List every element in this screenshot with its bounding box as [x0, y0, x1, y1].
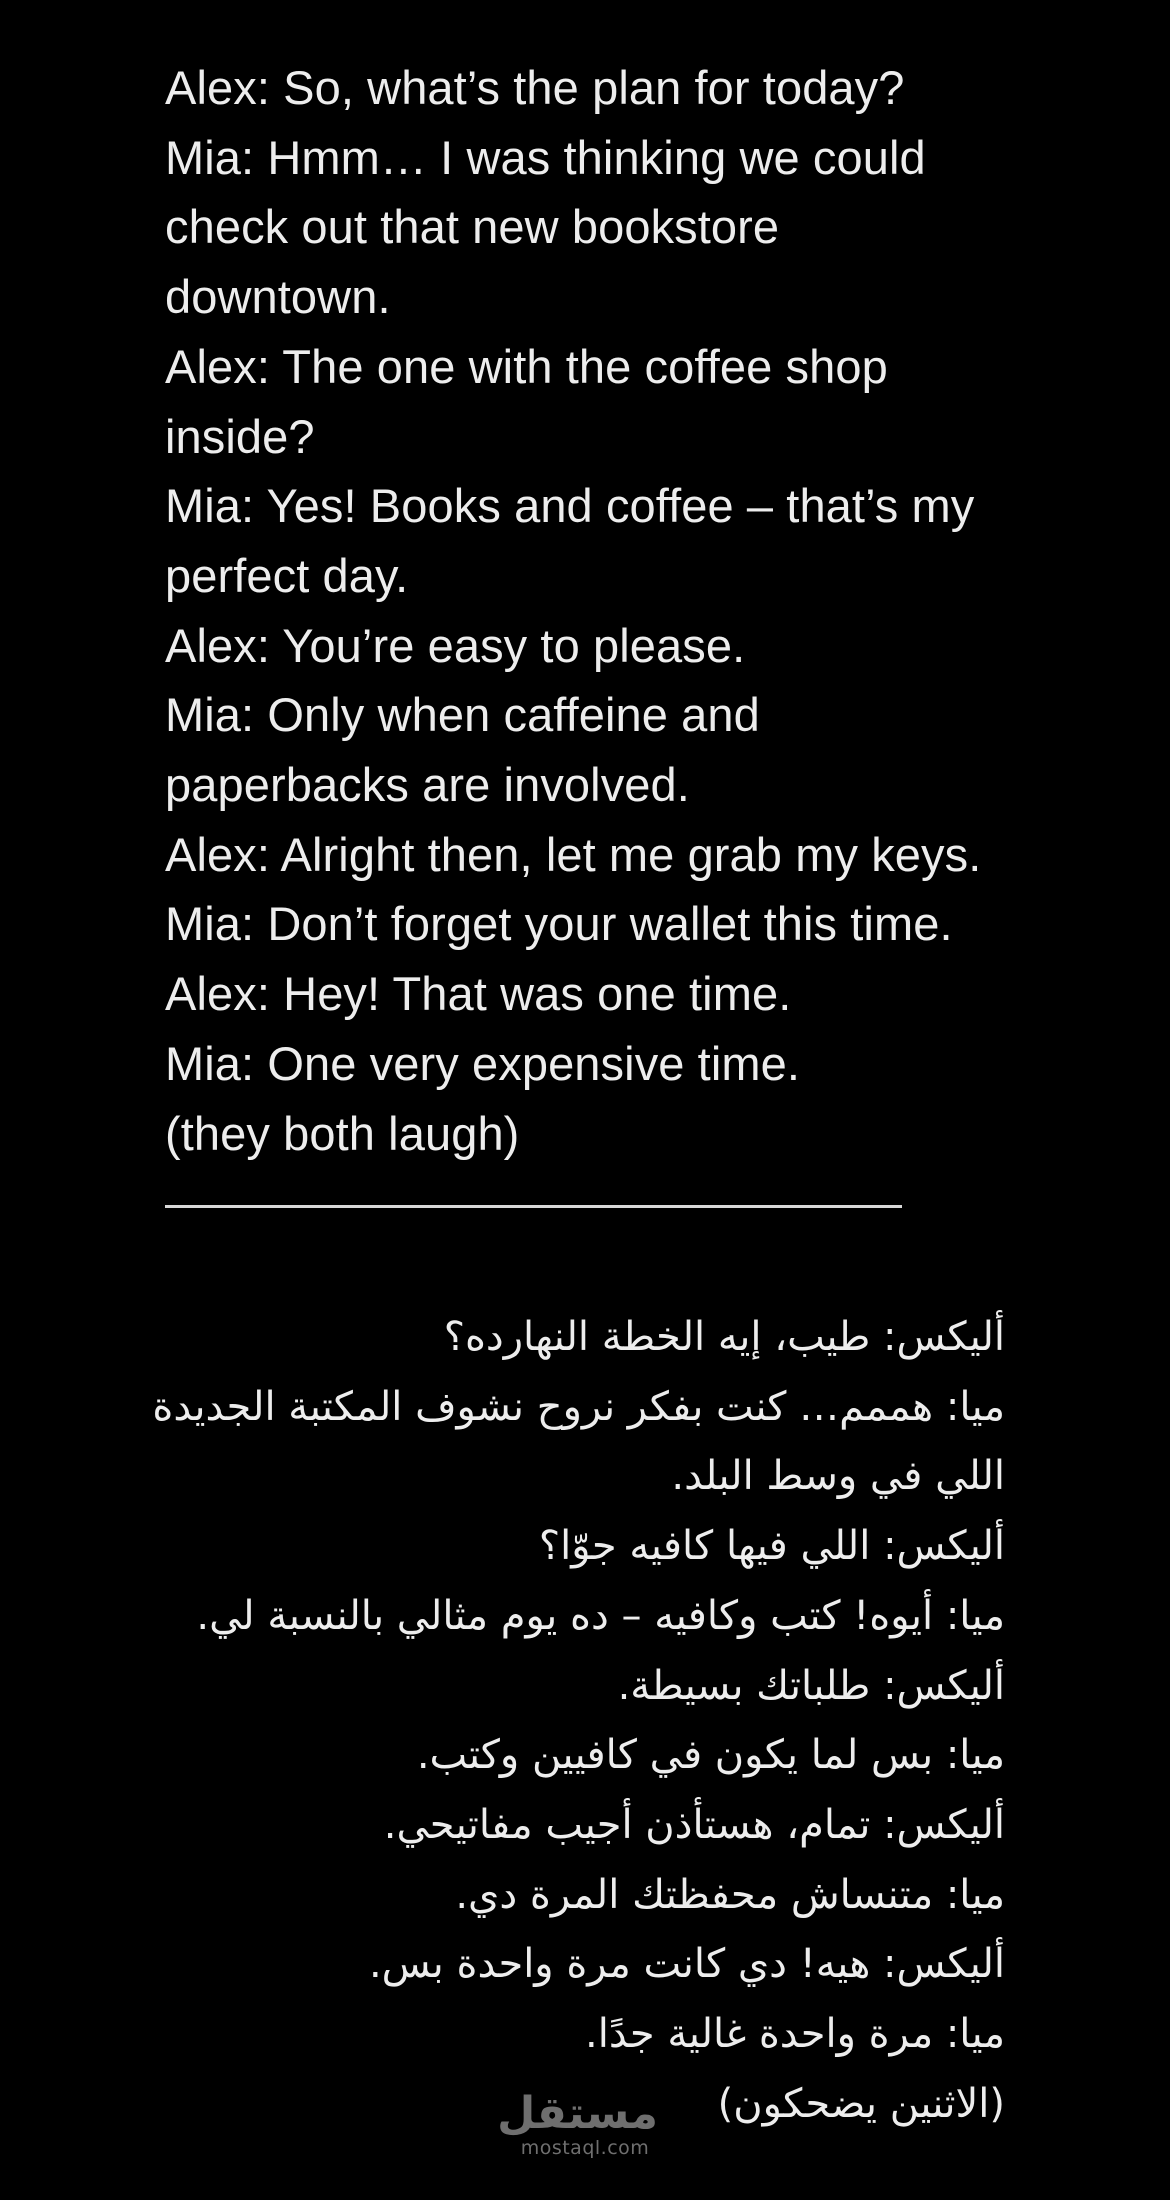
- arabic-line: ميا: أيوه! كتب وكافيه – ده يوم مثالي بالنسبة لي.: [196, 1592, 1005, 1639]
- english-dialogue: [165, 53, 1125, 1168]
- english-line: Alex: Hey! That was one time.: [165, 967, 792, 1021]
- arabic-line: أليكس: هيه! دي كانت مرة واحدة بس.: [368, 1941, 1005, 1988]
- mostaql-watermark-logo: [497, 2088, 658, 2159]
- english-line: Mia: Only when caffeine and: [165, 688, 760, 742]
- arabic-line: اللي في وسط البلد.: [671, 1453, 1005, 1500]
- arabic-line: ميا: متنساش محفظتك المرة دي.: [455, 1871, 1005, 1918]
- english-line: Alex: Alright then, let me grab my keys.: [165, 827, 982, 881]
- english-line: inside?: [165, 409, 315, 463]
- english-line: Mia: Yes! Books and coffee – that’s my: [165, 479, 975, 533]
- arabic-line: ميا: هممم… كنت بفكر نروح نشوف المكتبة الجديدة: [152, 1383, 1005, 1430]
- arabic-line: ميا: بس لما يكون في كافيين وكتب.: [416, 1732, 1005, 1779]
- arabic-line: (الاثنين يضحكون): [717, 2080, 1005, 2127]
- english-line: perfect day.: [165, 548, 409, 602]
- arabic-line: أليكس: طلباتك بسيطة.: [617, 1662, 1005, 1709]
- english-line: check out that new bookstore: [165, 200, 780, 254]
- english-line: paperbacks are involved.: [165, 758, 690, 812]
- english-line: Alex: You’re easy to please.: [165, 618, 746, 672]
- english-line: Mia: Hmm… I was thinking we could: [165, 130, 926, 184]
- english-line: Mia: One very expensive time.: [165, 1036, 801, 1090]
- arabic-dialogue: [105, 1303, 1005, 2139]
- english-line: Alex: So, what’s the plan for today?: [165, 61, 905, 114]
- arabic-line: أليكس: اللي فيها كافيه جوّا؟: [538, 1523, 1005, 1570]
- arabic-line: ميا: مرة واحدة غالية جدًا.: [585, 2011, 1005, 2058]
- arabic-line: أليكس: تمام، هستأذن أجيب مفاتيحي.: [383, 1801, 1005, 1848]
- english-line: downtown.: [165, 270, 391, 324]
- watermark-arabic-text: مستقل: [497, 2088, 658, 2139]
- english-line: (they both laugh): [165, 1106, 520, 1160]
- section-divider: [165, 1205, 902, 1208]
- english-line: Mia: Don’t forget your wallet this time.: [165, 897, 953, 951]
- arabic-line: أليكس: طيب، إيه الخطة النهارده؟: [443, 1314, 1005, 1360]
- english-line: Alex: The one with the coffee shop: [165, 339, 888, 393]
- watermark-latin-text: mostaql.com: [520, 2137, 650, 2159]
